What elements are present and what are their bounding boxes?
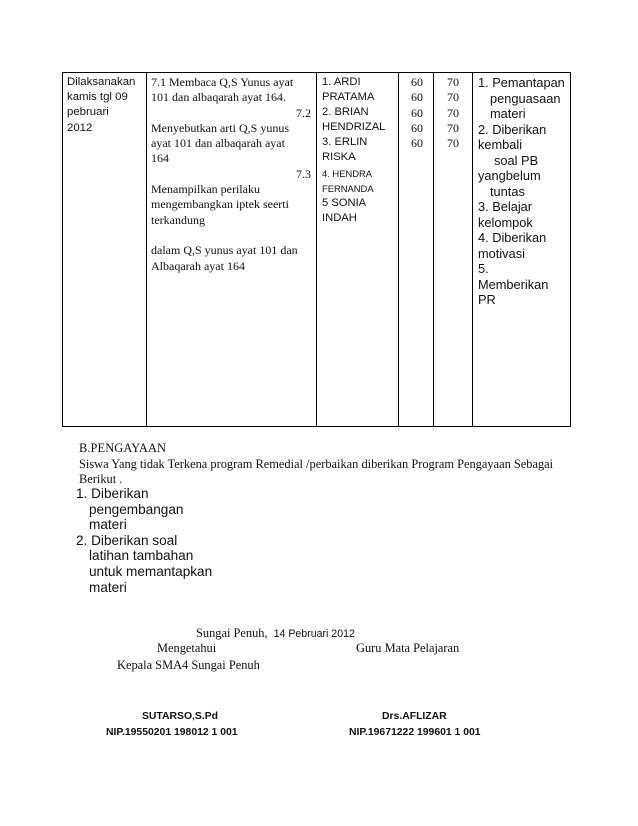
implementation-date-cell [67,75,145,136]
competency-line: terkandung [151,212,205,227]
section-title: B.PENGAYAAN [79,441,167,455]
student-name-line: 1. ARDI [322,76,361,88]
score-value: 70 [447,75,459,89]
list-item: materi [89,517,127,533]
acknowledged-label: Mengetahui [157,641,217,655]
enrichment-list [76,486,212,595]
score-value: 70 [447,120,459,135]
score-value: 60 [411,90,423,105]
enrichment-paragraph [79,457,569,487]
remedial-scores-cell [437,75,469,151]
score-value: 70 [447,136,459,151]
competency-cell [151,75,311,274]
place-date [196,626,355,641]
follow-up-line: kelompok [478,214,533,230]
competency-number: 7.2 [296,105,311,120]
follow-up-line: kembali [478,137,523,152]
competency-line: 101 dan albaqarah ayat 164. [151,90,286,105]
list-item: latihan tambahan [89,548,194,564]
competency-line: dalam Q,S yunus ayat 101 dan [151,243,298,258]
list-item: untuk memantapkan [89,563,213,579]
competency-line: 164 [151,151,169,166]
competency-line: Albaqarah ayat 164 [151,258,245,273]
principal-nip: NIP.19550201 198012 1 001 [106,727,238,738]
student-name-line: 2. BRIAN [322,106,369,119]
list-item: materi [89,579,127,595]
follow-up-line: tuntas [490,183,525,199]
competency-line: ayat 101 dan albaqarah ayat [151,136,285,151]
score-value: 60 [411,75,423,89]
cell-line: pebruari [67,106,109,119]
follow-up-line: PR [478,292,496,307]
table-col-border-5 [472,72,473,427]
cell-line: Dilaksanakan [67,76,136,88]
teacher-nip: NIP.19671222 199601 1 001 [349,727,481,738]
student-name-line: FERNANDA [322,182,374,194]
student-name-line: 4. HENDRA [322,167,373,179]
principal-role: Kepala SMA4 Sungai Penuh [117,658,260,672]
table-col-border-3 [398,72,399,427]
competency-line: 7.1 Membaca Q,S Yunus ayat [151,75,294,89]
principal-name: SUTARSO,S.Pd [142,711,219,722]
follow-up-line: 3. Belajar [478,199,533,214]
student-names-cell [322,75,398,226]
competency-line: mengembangkan iptek seerti [151,197,289,212]
follow-up-line: 5. [478,261,489,276]
follow-up-cell [478,75,570,308]
follow-up-line: 1. Pemantapan [478,75,565,90]
follow-up-line: yangbelum [478,168,541,183]
cell-line: 2012 [67,121,93,134]
score-value: 70 [447,90,459,105]
place: Sungai Penuh, [196,626,268,640]
competency-number: 7.3 [296,166,311,181]
teacher-role: Guru Mata Pelajaran [356,641,460,655]
table-col-border-1 [146,72,147,427]
student-name-line: INDAH [322,211,357,224]
score-value: 60 [411,105,423,120]
follow-up-line: materi [490,106,526,121]
date: 14 Pebruari 2012 [273,628,355,640]
follow-up-line: penguasaan [490,90,561,106]
teacher-name: Drs.AFLIZAR [382,711,447,722]
paragraph-line: Berikut . [79,472,123,487]
score-value: 70 [447,105,459,120]
competency-line: Menampilkan perilaku [151,182,260,197]
follow-up-line: motivasi [478,245,525,261]
table-col-border-4 [433,72,434,427]
competency-spacer [151,228,311,243]
student-name-line: PRATAMA [322,91,375,104]
table-col-border-2 [316,72,317,427]
follow-up-line: soal PB [494,152,539,168]
follow-up-line: 4. Diberikan [478,230,547,245]
follow-up-line: 2. Diberikan [478,121,547,137]
score-value: 60 [411,136,423,151]
student-name-line: 3. ERLIN [322,136,368,149]
follow-up-line: Memberikan [478,276,549,292]
competency-line: Menyebutkan arti Q,S yunus [151,120,289,135]
initial-scores-cell [402,75,432,151]
score-value: 60 [411,120,423,135]
list-item: pengembangan [89,501,184,517]
paragraph-line: Siswa Yang tidak Terkena program Remedial /perbaikan diberikan Program Pengayaan Sebagai [79,457,554,471]
student-name-line: HENDRIZAL [322,121,386,134]
table-col-border-6 [570,72,571,427]
student-name-line: RISKA [322,151,356,164]
student-name-line: 5 SONIA [322,196,367,209]
list-item: 2. Diberikan soal [76,532,178,548]
list-item: 1. Diberikan [76,486,149,501]
cell-line: kamis tgl 09 [67,91,128,104]
table-col-border-0 [62,72,63,427]
